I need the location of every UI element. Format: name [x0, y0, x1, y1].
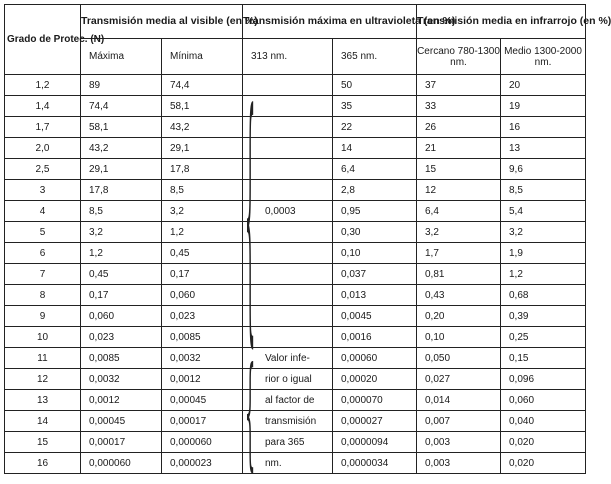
min-cell: 0,45	[162, 243, 243, 264]
ir-near-cell: 0,014	[417, 390, 501, 411]
uv365-cell: 14	[333, 138, 417, 159]
uv365-cell: 0,95	[333, 201, 417, 222]
grade-cell: 9	[5, 306, 81, 327]
grade-cell: 1,2	[5, 75, 81, 96]
uv313-cell: al factor de	[243, 390, 333, 411]
ir-mid-cell: 1,9	[501, 243, 586, 264]
uv365-cell: 35	[333, 96, 417, 117]
uv365-cell: 0,00060	[333, 348, 417, 369]
max-cell: 0,0032	[81, 369, 162, 390]
max-cell: 0,45	[81, 264, 162, 285]
uv313-cell	[243, 159, 333, 180]
uv313-cell: 0,0003	[243, 201, 333, 222]
uv365-cell: 0,000070	[333, 390, 417, 411]
ir-near-cell: 15	[417, 159, 501, 180]
min-cell: 0,0085	[162, 327, 243, 348]
max-cell: 0,000060	[81, 453, 162, 474]
uv365-cell: 2,8	[333, 180, 417, 201]
max-cell: 8,5	[81, 201, 162, 222]
max-cell: 0,0085	[81, 348, 162, 369]
ir-near-cell: 0,20	[417, 306, 501, 327]
uv313-cell	[243, 285, 333, 306]
ir-near-cell: 0,003	[417, 432, 501, 453]
grade-cell: 6	[5, 243, 81, 264]
min-cell: 0,00045	[162, 390, 243, 411]
table-row	[5, 243, 586, 264]
grade-cell: 2,5	[5, 159, 81, 180]
uv365-cell: 0,0000094	[333, 432, 417, 453]
ir-near-cell: 33	[417, 96, 501, 117]
max-cell: 0,0012	[81, 390, 162, 411]
uv313-cell	[243, 117, 333, 138]
uv313-cell: para 365	[243, 432, 333, 453]
grade-cell: 1,4	[5, 96, 81, 117]
uv365-cell: 0,000027	[333, 411, 417, 432]
ir-near-cell: 0,10	[417, 327, 501, 348]
uv365-cell: 0,037	[333, 264, 417, 285]
header-max: Máxima	[81, 39, 162, 75]
header-visible: Transmisión media al visible (en %)	[81, 5, 243, 39]
ir-mid-cell: 0,020	[501, 432, 586, 453]
grade-cell: 14	[5, 411, 81, 432]
uv313-cell: nm.	[243, 453, 333, 474]
max-cell: 3,2	[81, 222, 162, 243]
uv313-brace-upper: {	[244, 49, 255, 373]
min-cell: 0,17	[162, 264, 243, 285]
max-cell: 0,17	[81, 285, 162, 306]
table-row	[5, 432, 586, 453]
ir-mid-cell: 13	[501, 138, 586, 159]
uv313-cell: rior o igual	[243, 369, 333, 390]
min-cell: 0,0012	[162, 369, 243, 390]
ir-mid-cell: 0,040	[501, 411, 586, 432]
grade-cell: 13	[5, 390, 81, 411]
uv365-cell: 6,4	[333, 159, 417, 180]
table-row	[5, 411, 586, 432]
uv313-brace-lower: {	[244, 337, 255, 484]
grade-cell: 7	[5, 264, 81, 285]
table-row	[5, 201, 586, 222]
uv365-cell: 0,0045	[333, 306, 417, 327]
ir-mid-cell: 5,4	[501, 201, 586, 222]
max-cell: 17,8	[81, 180, 162, 201]
ir-mid-cell: 0,096	[501, 369, 586, 390]
grade-cell: 16	[5, 453, 81, 474]
max-cell: 89	[81, 75, 162, 96]
protection-table	[4, 4, 611, 484]
uv313-cell	[243, 138, 333, 159]
max-cell: 0,00017	[81, 432, 162, 453]
ir-mid-cell: 19	[501, 96, 586, 117]
uv313-cell	[243, 264, 333, 285]
ir-mid-cell: 0,68	[501, 285, 586, 306]
table-row	[5, 96, 586, 117]
uv365-cell: 0,0016	[333, 327, 417, 348]
table-row	[5, 306, 586, 327]
uv313-cell	[243, 243, 333, 264]
header-ir-mid: Medio 1300-2000 nm.	[501, 39, 586, 75]
table-row	[5, 180, 586, 201]
table-row	[5, 117, 586, 138]
uv365-cell: 0,10	[333, 243, 417, 264]
table-row	[5, 369, 586, 390]
min-cell: 43,2	[162, 117, 243, 138]
ir-mid-cell: 20	[501, 75, 586, 96]
grade-cell: 10	[5, 327, 81, 348]
ir-mid-cell: 16	[501, 117, 586, 138]
min-cell: 3,2	[162, 201, 243, 222]
min-cell: 0,000060	[162, 432, 243, 453]
grade-cell: 4	[5, 201, 81, 222]
ir-mid-cell: 1,2	[501, 264, 586, 285]
uv313-cell: Valor infe-	[243, 348, 333, 369]
grade-cell: 1,7	[5, 117, 81, 138]
uv313-cell	[243, 306, 333, 327]
grade-cell: 11	[5, 348, 81, 369]
grade-cell: 3	[5, 180, 81, 201]
min-cell: 0,00017	[162, 411, 243, 432]
uv313-cell: transmisión	[243, 411, 333, 432]
table-row	[5, 327, 586, 348]
ir-near-cell: 6,4	[417, 201, 501, 222]
table-row	[5, 348, 586, 369]
max-cell: 0,060	[81, 306, 162, 327]
min-cell: 74,4	[162, 75, 243, 96]
uv313-cell	[243, 327, 333, 348]
table-row	[5, 159, 586, 180]
ir-near-cell: 0,003	[417, 453, 501, 474]
uv365-cell: 0,00020	[333, 369, 417, 390]
ir-near-cell: 12	[417, 180, 501, 201]
grade-cell: 2,0	[5, 138, 81, 159]
ir-near-cell: 37	[417, 75, 501, 96]
ir-mid-cell: 0,39	[501, 306, 586, 327]
grade-cell: 15	[5, 432, 81, 453]
uv313-cell	[243, 222, 333, 243]
min-cell: 0,0032	[162, 348, 243, 369]
ir-mid-cell: 3,2	[501, 222, 586, 243]
ir-near-cell: 26	[417, 117, 501, 138]
ir-near-cell: 0,050	[417, 348, 501, 369]
uv365-cell: 0,30	[333, 222, 417, 243]
min-cell: 0,060	[162, 285, 243, 306]
uv313-cell	[243, 180, 333, 201]
header-uv: Transmisión máxima en ultravioleta (en %)	[243, 5, 417, 39]
min-cell: 8,5	[162, 180, 243, 201]
uv313-cell	[243, 96, 333, 117]
ir-mid-cell: 0,15	[501, 348, 586, 369]
header-min: Mínima	[162, 39, 243, 75]
max-cell: 0,023	[81, 327, 162, 348]
header-uv313: 313 nm.	[243, 39, 333, 75]
ir-mid-cell: 8,5	[501, 180, 586, 201]
table-row	[5, 285, 586, 306]
header-ir: Transmisión media en infrarrojo (en %)	[417, 5, 586, 39]
ir-mid-cell: 9,6	[501, 159, 586, 180]
uv313-cell	[243, 75, 333, 96]
max-cell: 0,00045	[81, 411, 162, 432]
uv365-cell: 0,013	[333, 285, 417, 306]
table-row	[5, 222, 586, 243]
ir-near-cell: 0,43	[417, 285, 501, 306]
uv365-cell: 22	[333, 117, 417, 138]
max-cell: 74,4	[81, 96, 162, 117]
ir-mid-cell: 0,060	[501, 390, 586, 411]
min-cell: 0,000023	[162, 453, 243, 474]
header-ir-near: Cercano 780-1300 nm.	[417, 39, 501, 75]
grade-cell: 12	[5, 369, 81, 390]
grade-cell: 5	[5, 222, 81, 243]
ir-mid-cell: 0,020	[501, 453, 586, 474]
table-row	[5, 453, 586, 474]
min-cell: 58,1	[162, 96, 243, 117]
max-cell: 1,2	[81, 243, 162, 264]
ir-near-cell: 3,2	[417, 222, 501, 243]
max-cell: 58,1	[81, 117, 162, 138]
min-cell: 0,023	[162, 306, 243, 327]
table-row	[5, 390, 586, 411]
min-cell: 1,2	[162, 222, 243, 243]
ir-near-cell: 21	[417, 138, 501, 159]
grade-cell: 8	[5, 285, 81, 306]
ir-near-cell: 1,7	[417, 243, 501, 264]
min-cell: 29,1	[162, 138, 243, 159]
uv365-cell: 0,0000034	[333, 453, 417, 474]
header-grade: Grado de Protec. (N)	[5, 5, 81, 75]
ir-near-cell: 0,027	[417, 369, 501, 390]
table-row	[5, 264, 586, 285]
ir-near-cell: 0,81	[417, 264, 501, 285]
ir-near-cell: 0,007	[417, 411, 501, 432]
min-cell: 17,8	[162, 159, 243, 180]
uv365-cell: 50	[333, 75, 417, 96]
max-cell: 29,1	[81, 159, 162, 180]
max-cell: 43,2	[81, 138, 162, 159]
table-row	[5, 75, 586, 96]
table-row	[5, 138, 586, 159]
ir-mid-cell: 0,25	[501, 327, 586, 348]
header-uv365: 365 nm.	[333, 39, 417, 75]
